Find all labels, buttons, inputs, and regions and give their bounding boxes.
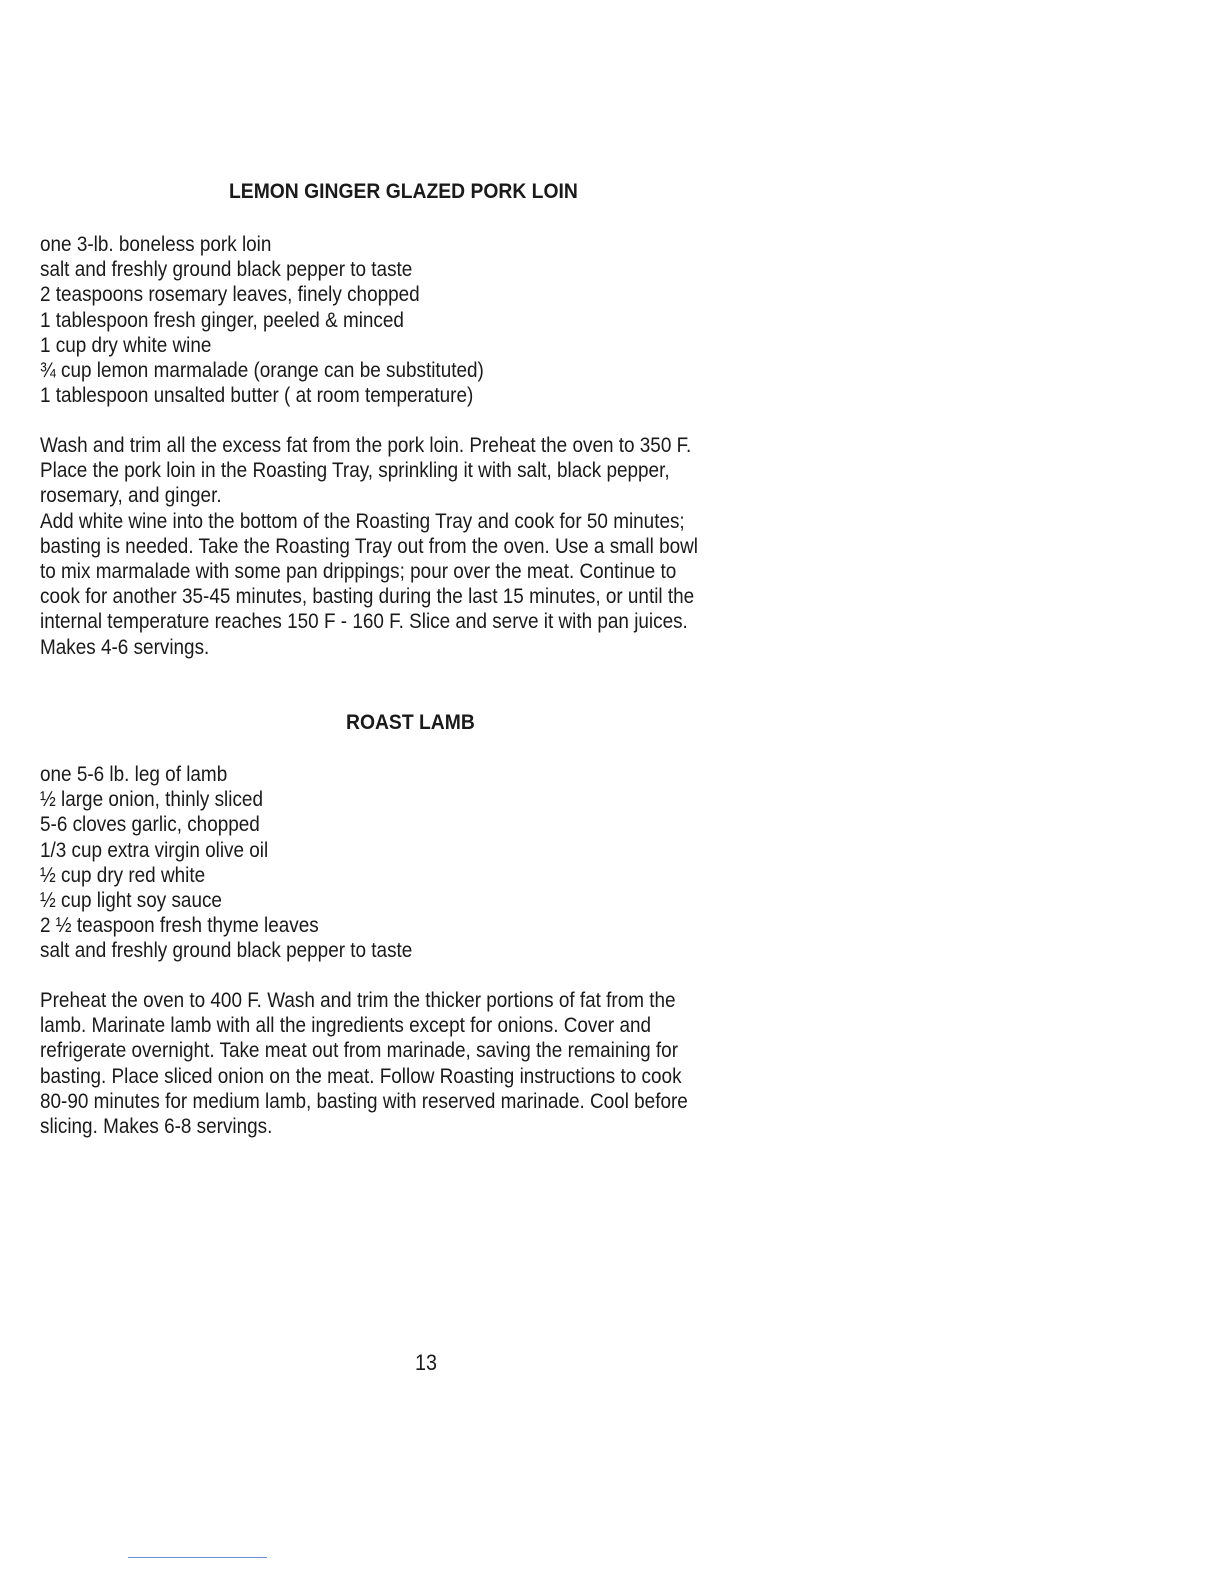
instruction-line: basting is needed. Take the Roasting Tray out from the oven. Use a small bowl — [40, 533, 699, 558]
instruction-line: cook for another 35-45 minutes, basting during the last 15 minutes, or until the — [40, 584, 695, 609]
ingredient-item: ¾ cup lemon marmalade (orange can be substituted) — [40, 357, 484, 382]
instruction-line: 80-90 minutes for medium lamb, basting with reserved marinade. Cool before — [40, 1088, 688, 1113]
instruction-line: lamb. Marinate lamb with all the ingredients except for onions. Cover and — [40, 1013, 652, 1038]
ingredient-item: 2 ½ teaspoon fresh thyme leaves — [40, 913, 319, 938]
ingredient-item: ½ large onion, thinly sliced — [40, 787, 263, 812]
instruction-line: rosemary, and ginger. — [40, 483, 222, 508]
ingredient-item: 1/3 cup extra virgin olive oil — [40, 837, 269, 862]
ingredient-item: salt and freshly ground black pepper to taste — [40, 257, 413, 282]
instructions-pork-loin — [40, 433, 830, 660]
ingredient-list-pork-loin — [40, 232, 830, 408]
instruction-line: to mix marmalade with some pan drippings; pour over the meat. Continue to — [40, 558, 677, 583]
instruction-line: Place the pork loin in the Roasting Tray, sprinkling it with salt, black pepper, — [40, 458, 670, 483]
instruction-line: Makes 4-6 servings. — [40, 634, 210, 659]
ingredient-item: ½ cup dry red white — [40, 862, 206, 887]
instruction-line: refrigerate overnight. Take meat out from marinade, saving the remaining for — [40, 1038, 678, 1063]
recipe-title-pork-loin: LEMON GINGER GLAZED PORK LOIN — [229, 180, 578, 203]
ingredient-list-roast-lamb — [40, 762, 830, 964]
ingredient-item: salt and freshly ground black pepper to taste — [40, 938, 413, 963]
footer-rule — [128, 1557, 267, 1558]
instructions-roast-lamb — [40, 988, 830, 1139]
instruction-line: Preheat the oven to 400 F. Wash and trim the thicker portions of fat from the — [40, 988, 676, 1012]
instruction-line: Add white wine into the bottom of the Roasting Tray and cook for 50 minutes; — [40, 508, 685, 533]
ingredient-item: 5-6 cloves garlic, chopped — [40, 812, 260, 837]
instruction-line: slicing. Makes 6-8 servings. — [40, 1113, 273, 1138]
ingredient-item: ½ cup light soy sauce — [40, 887, 222, 912]
instruction-line: internal temperature reaches 150 F - 160 F. Slice and serve it with pan juices. — [40, 609, 688, 634]
ingredient-item: 1 tablespoon unsalted butter ( at room temperature) — [40, 383, 474, 408]
ingredient-item: one 3-lb. boneless pork loin — [40, 232, 272, 256]
instruction-line: Wash and trim all the excess fat from the pork loin. Preheat the oven to 350 F. — [40, 433, 692, 457]
ingredient-item: one 5-6 lb. leg of lamb — [40, 762, 228, 786]
page-number: 13 — [415, 1350, 438, 1375]
ingredient-item: 1 tablespoon fresh ginger, peeled & minced — [40, 307, 404, 332]
instruction-line: basting. Place sliced onion on the meat. Follow Roasting instructions to cook — [40, 1063, 682, 1088]
ingredient-item: 2 teaspoons rosemary leaves, finely chopped — [40, 282, 420, 307]
ingredient-item: 1 cup dry white wine — [40, 332, 212, 357]
recipe-title-roast-lamb: ROAST LAMB — [346, 711, 475, 734]
